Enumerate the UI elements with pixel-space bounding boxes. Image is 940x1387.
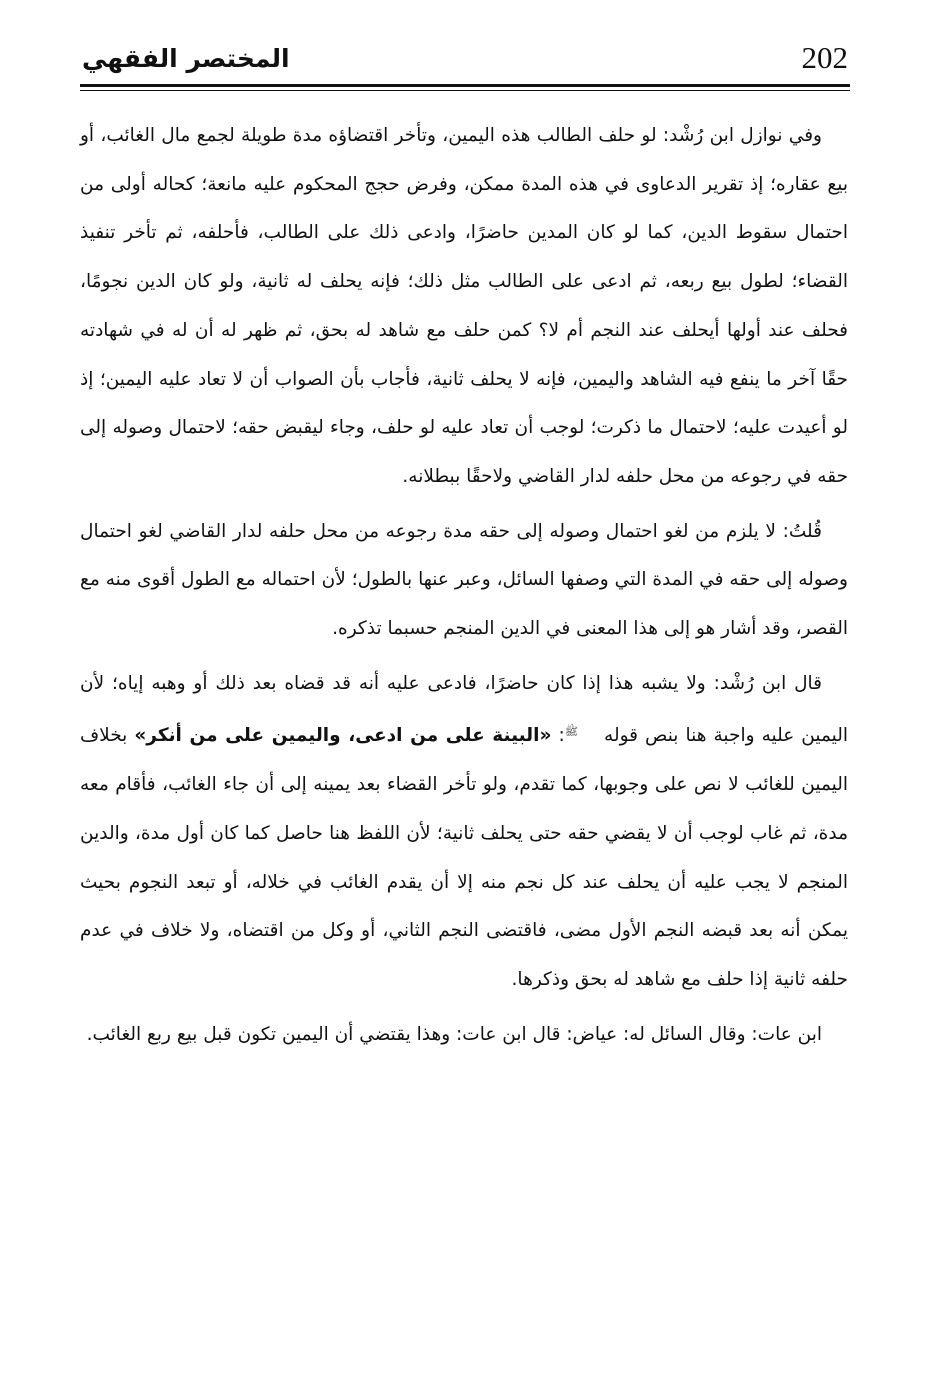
paragraph-ibn-rushd-qala [80, 660, 848, 1005]
body-text [80, 112, 848, 1059]
paragraph-ibn-at: ابن عات: وقال السائل له: عياض: قال ابن عات: وهذا يقتضي أن اليمين تكون قبل بيع ربع الغائب. [86, 1023, 822, 1045]
paragraph-text-before: قال ابن رُشْد: ولا يشبه هذا إذا كان حاضرًا، فادعى عليه أنه قد قضاه بعد ذلك أو وهبه إياه؛ لأن اليمين عليه واجبة هنا بنص قوله [80, 672, 849, 747]
honorific-glyph: ﷺ [564, 725, 579, 739]
paragraph-colon: : [551, 725, 565, 747]
book-title: المختصر الفقهي [82, 44, 290, 73]
paragraph-text-after: بخلاف اليمين للغائب لا نص على وجوبها، كما تقدم، ولو تأخر القضاء بعد يمينه إلى أن جاء الغائب، فأقام معه مدة، ثم غاب لوجب أن لا يقضي حقه حتى يحلف ثانية؛ لأن اللفظ هنا حاصل كما كان أول مدة، والدين المنجم لا يجب عليه أن يحلف عند كل نجم منه إلا أن يقدم الغائب في خلاله، أو تبعد النجوم بحيث يمكن أنه بعد قبضه النجم الأول مضى، فاقتضى النجم الثاني، أو وكل من اقتضاه، ولا خلاف في عدم حلفه ثانية إذا حلف مع شاهد له بحق وذكرها. [80, 725, 848, 990]
page-number: 202 [801, 40, 848, 75]
hadith-quote: «البينة على من ادعى، واليمين على من أنكر» [134, 725, 552, 747]
header-rule-thick [80, 84, 850, 87]
header-rule-thin [80, 90, 850, 91]
paragraph-ibn-rushd-nawazil: وفي نوازل ابن رُشْد: لو حلف الطالب هذه اليمين، وتأخر اقتضاؤه مدة طويلة لجمع مال الغائب، أو بيع عقاره؛ إذ تقرير الدعاوى في هذه المدة ممكن، وفرض حجج المحكوم عليه مانعة؛ كحاله أولى من احتمال سقوط الدين، كما لو كان المدين حاضرًا، وادعى ذلك على الطالب، فأحلفه، ثم تأخر تنفيذ القضاء؛ لطول بيع ربعه، ثم ادعى على الطالب مثل ذلك؛ فإنه يحلف له ثانية، ولو كان الدين نجومًا، فحلف عند أولها أيحلف عند النجم أم لا؟ كمن حلف مع شاهد له بحق، ثم ظهر له أن له في شهادته حقًا آخر ما ينفع فيه الشاهد واليمين، فإنه لا يحلف ثانية، فأجاب بأن الصواب أن لا تعاد عليه اليمين؛ إذ لو أعيدت عليه؛ لاحتمال ما ذكرت؛ لوجب أن تعاد عليه لو حلف، وجاء ليقبض حقه؛ لاحتمال وصوله إلى حقه في رجوعه من محل حلفه لدار القاضي ولاحقًا ببطلانه. [80, 125, 848, 487]
paragraph-qultu: قُلتُ: لا يلزم من لغو احتمال وصوله إلى حقه مدة رجوعه من محل حلفه لدار القاضي لغو احتمال وصوله إلى حقه في المدة التي وصفها السائل، وعبر عنها بالطول؛ لأن احتماله مع الطول أقوى منه مع القصر، وقد أشار هو إلى هذا المعنى في الدين المنجم حسبما تذكره. [80, 520, 848, 640]
page-header [80, 38, 850, 82]
